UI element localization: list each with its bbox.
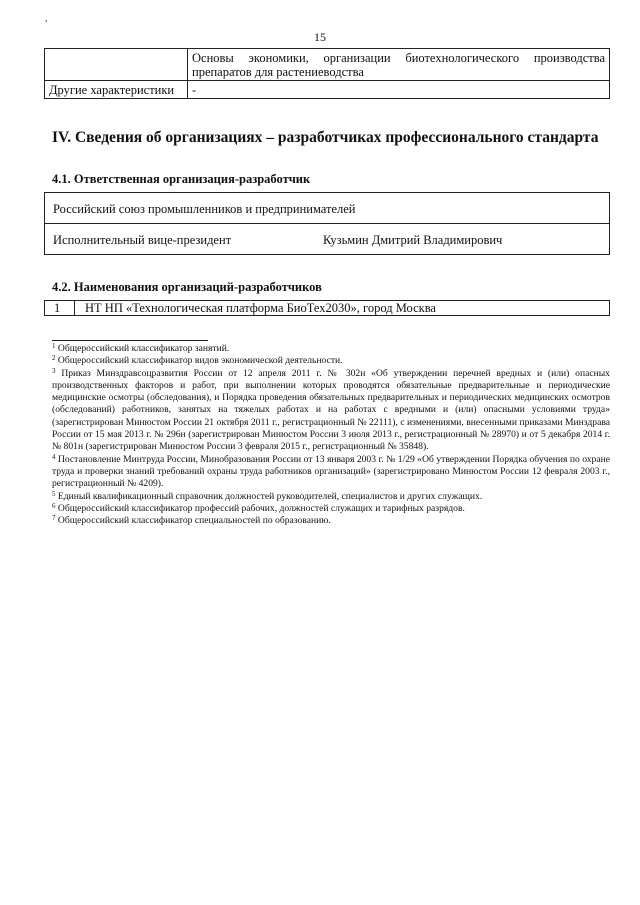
developers-heading: 4.2. Наименования организаций-разработчиков bbox=[52, 280, 322, 294]
table-cell-value: - bbox=[188, 81, 610, 99]
footnote-text: Постановление Минтруда России, Минобразования России от 13 января 2003 г. № 1/29 «Об утверждении Порядка обучения по охране труда и проверки знаний требований охраны труда работников организаций» (зарегистрировано Минюстом России 12 февраля 2003 г., регистрационный № 4209). bbox=[52, 453, 610, 490]
responsible-heading: 4.1. Ответственная организация-разработчик bbox=[52, 172, 311, 186]
footnote bbox=[52, 515, 610, 527]
footnote-separator bbox=[52, 340, 208, 341]
box-divider bbox=[45, 223, 609, 224]
developer-number: 1 bbox=[45, 301, 75, 315]
footnote-mark: 5 bbox=[52, 489, 56, 498]
footnote bbox=[52, 454, 610, 491]
footnote-mark: 7 bbox=[52, 514, 56, 523]
footnote-text: Общероссийский классификатор занятий. bbox=[57, 343, 230, 354]
developer-name: НТ НП «Технологическая платформа БиоТех2030», город Москва bbox=[85, 301, 436, 315]
table-cell-value: Основы экономики, организации биотехнологического производства препаратов для растениеводства bbox=[188, 49, 610, 81]
footnote bbox=[52, 355, 610, 367]
footnote-mark: 6 bbox=[52, 501, 56, 510]
footnote-mark: 2 bbox=[52, 354, 56, 363]
table-cell-label bbox=[45, 49, 188, 81]
footnote bbox=[52, 368, 610, 454]
footnote bbox=[52, 343, 610, 355]
footnote-text: Единый квалификационный справочник должностей руководителей, специалистов и других служащих. bbox=[57, 490, 483, 502]
footnote-mark: 3 bbox=[52, 366, 56, 375]
footnote-mark: 4 bbox=[52, 452, 56, 461]
footnote-text: Общероссийский классификатор профессий рабочих, должностей служащих и тарифных разрядов. bbox=[57, 502, 465, 514]
responsible-organization-name: Российский союз промышленников и предпринимателей bbox=[53, 202, 356, 216]
responsible-person: Кузьмин Дмитрий Владимирович bbox=[323, 233, 503, 247]
scan-mark: , bbox=[45, 13, 48, 24]
footnote bbox=[52, 503, 610, 515]
footnote bbox=[52, 491, 610, 503]
characteristics-table bbox=[44, 48, 610, 99]
responsible-organization-box bbox=[44, 192, 610, 255]
developer-row bbox=[44, 300, 610, 316]
footnote-text: Приказ Минздравсоцразвития России от 12 апреля 2011 г. № 302н «Об утверждении перечней вредных и (или) опасных производственных факторов и работ, при выполнении которых проводятся обязательные предварительные и периодические медицинские осмотры (обследования), и Порядка проведения обязательных предварительных и периодических медицинских осмотров (обследований) работников, занятых на тяжелых работах и на работах с вредными и (или) опасными условиями труда» (зарегистрирован Минюстом России 21 октября 2011 г., регистрационный № 22111), с изменениями, внесенными приказами Минздрава России от 15 мая 2013 г. № 296н (зарегистрирован Минюстом России 3 июля 2013 г., регистрационный № 28970) и от 5 декабря 2014 г. № 801н (зарегистрирован Минюстом России 3 февраля 2015 г., регистрационный № 35848). bbox=[52, 367, 610, 453]
responsible-position: Исполнительный вице-президент bbox=[53, 233, 232, 247]
footnote-text: Общероссийский классификатор видов экономической деятельности. bbox=[57, 355, 343, 367]
table-row bbox=[45, 81, 610, 99]
section-title: IV. Сведения об организациях – разработчиках профессионального стандарта bbox=[52, 129, 599, 146]
table-row bbox=[45, 49, 610, 81]
page-number: 15 bbox=[314, 30, 326, 44]
footnotes bbox=[52, 343, 610, 527]
table-cell-label: Другие характеристики bbox=[45, 81, 188, 99]
footnote-mark: 1 bbox=[52, 342, 56, 350]
footnote-text: Общероссийский классификатор специальностей по образованию. bbox=[57, 515, 331, 527]
